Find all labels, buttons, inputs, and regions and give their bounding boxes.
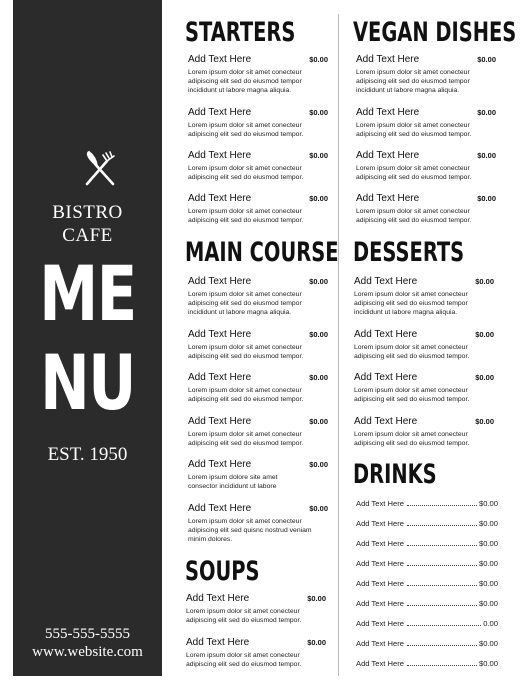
- drink-name: Add Text Here: [356, 499, 404, 508]
- menu-item: [188, 54, 328, 95]
- drink-name: Add Text Here: [356, 619, 404, 628]
- item-price: $0.00: [309, 55, 328, 64]
- drink-row: [356, 596, 498, 608]
- drinks-heading: DRINKS: [353, 459, 437, 490]
- drink-price: $0.00: [478, 579, 498, 588]
- drink-row: [356, 536, 498, 548]
- drink-row: [356, 516, 498, 528]
- menu-item: [356, 107, 496, 139]
- item-description: Lorem ipsum dolor sit amet conecteur adipiscing elit sed do eiusmod tempor.: [354, 431, 470, 447]
- item-name: Add Text Here: [188, 193, 252, 204]
- item-name: Add Text Here: [354, 276, 418, 287]
- drink-price: $0.00: [478, 519, 498, 528]
- item-price: $0.00: [477, 151, 496, 160]
- item-name: Add Text Here: [356, 107, 420, 118]
- item-description: Lorem ipsum dolore site amet consector incididunt ut labore: [188, 474, 278, 490]
- menu-item: [188, 150, 328, 182]
- menu-item: [188, 276, 328, 317]
- item-price: $0.00: [309, 460, 328, 469]
- menu-item: [186, 593, 326, 625]
- drink-row: [356, 496, 498, 508]
- item-price: $0.00: [309, 108, 328, 117]
- menu-item: [186, 637, 326, 669]
- menu-item: [354, 372, 494, 404]
- item-name: Add Text Here: [354, 329, 418, 340]
- brand-line-2: CAFE: [62, 225, 113, 246]
- sidebar-panel: [13, 0, 162, 676]
- item-description: Lorem ipsum dolor sit amet conecteur adipiscing elit sed do eiusmod tempor.: [186, 652, 302, 668]
- item-name: Add Text Here: [188, 276, 252, 287]
- vegan-dishes-heading: VEGAN DISHES: [353, 17, 517, 48]
- dot-leader: [407, 565, 477, 566]
- menu-item: [356, 150, 496, 182]
- dot-leader: [407, 625, 481, 626]
- phone-number: 555-555-5555: [45, 626, 130, 642]
- soups-heading: SOUPS: [185, 556, 260, 587]
- drink-name: Add Text Here: [356, 639, 404, 648]
- item-name: Add Text Here: [356, 150, 420, 161]
- item-description: Lorem ipsum dolor sit amet conecteur adipiscing elit sed do eiusmod tempor.: [356, 165, 472, 181]
- established-year: EST. 1950: [47, 444, 128, 465]
- item-description: Lorem ipsum dolor sit amet conecteur adipiscing elit sed do eiusmod tempor.: [354, 344, 470, 360]
- menu-item: [188, 193, 328, 225]
- menu-title-bottom: NU: [40, 338, 135, 427]
- menu-item: [188, 329, 328, 361]
- drink-row: [356, 616, 498, 628]
- item-price: $0.00: [307, 594, 326, 603]
- item-price: $0.00: [475, 373, 494, 382]
- item-description: Lorem ipsum dolor sit amet conecteur adipiscing elit sed do eiusmod tempor.: [188, 387, 304, 403]
- drink-price: $0.00: [478, 639, 498, 648]
- drink-price: $0.00: [478, 499, 498, 508]
- website-url: www.website.com: [32, 644, 143, 660]
- item-name: Add Text Here: [188, 372, 252, 383]
- drink-name: Add Text Here: [356, 559, 404, 568]
- item-description: Lorem ipsum dolor sit amet conecteur adipiscing elit sed do eiusmod tempor incididunt ut labore magna aliquia.: [188, 291, 302, 316]
- starters-heading: STARTERS: [185, 17, 296, 48]
- drink-price: $0.00: [478, 539, 498, 548]
- item-name: Add Text Here: [186, 593, 250, 604]
- drink-row: [356, 656, 498, 668]
- column-divider: [338, 14, 339, 676]
- menu-item: [354, 329, 494, 361]
- item-description: Lorem ipsum dolor sit amet conecteur adipiscing elit sed do eiusmod tempor incididunt ut labore magna aliquia.: [354, 291, 468, 316]
- item-price: $0.00: [309, 277, 328, 286]
- brand-line-1: BISTRO: [52, 202, 123, 223]
- item-price: $0.00: [309, 417, 328, 426]
- item-name: Add Text Here: [188, 329, 252, 340]
- item-price: $0.00: [477, 55, 496, 64]
- desserts-heading: DESSERTS: [353, 237, 465, 268]
- fork-knife-icon: [81, 150, 119, 188]
- item-name: Add Text Here: [188, 107, 252, 118]
- menu-item: [188, 503, 328, 544]
- dot-leader: [407, 645, 477, 646]
- item-description: Lorem ipsum dolor sit amet conecteur adipiscing elit sed do eiusmod tempor incididunt ut labore magna aliquia.: [356, 69, 470, 94]
- item-price: $0.00: [475, 330, 494, 339]
- drink-name: Add Text Here: [356, 579, 404, 588]
- item-price: $0.00: [309, 504, 328, 513]
- item-description: Lorem ipsum dolor sit amet conecteur adipiscing elit sed do eiusmod tempor.: [188, 208, 304, 224]
- menu-item: [356, 193, 496, 225]
- item-name: Add Text Here: [356, 193, 420, 204]
- drink-name: Add Text Here: [356, 599, 404, 608]
- item-description: Lorem ipsum dolor sit amet conecteur adipiscing elit sed do eiusmod tempor.: [354, 387, 470, 403]
- item-name: Add Text Here: [188, 459, 252, 470]
- drink-name: Add Text Here: [356, 539, 404, 548]
- dot-leader: [407, 505, 477, 506]
- drink-price: $0.00: [478, 599, 498, 608]
- item-name: Add Text Here: [186, 637, 250, 648]
- item-price: $0.00: [309, 330, 328, 339]
- item-description: Lorem ipsum dolor sit amet conecteur adipiscing elit sed do eiusmod tempor.: [186, 608, 302, 624]
- menu-item: [188, 372, 328, 404]
- item-price: $0.00: [309, 373, 328, 382]
- item-description: Lorem ipsum dolor sit amet conecteur adipiscing elit sed do eiusmod tempor.: [188, 165, 304, 181]
- drink-name: Add Text Here: [356, 659, 404, 668]
- dot-leader: [407, 545, 477, 546]
- menu-item: [188, 107, 328, 139]
- menu-item: [356, 54, 496, 95]
- item-name: Add Text Here: [354, 416, 418, 427]
- item-price: $0.00: [475, 417, 494, 426]
- drink-price: $0.00: [478, 659, 498, 668]
- item-price: $0.00: [477, 108, 496, 117]
- dot-leader: [407, 525, 477, 526]
- item-price: $0.00: [309, 194, 328, 203]
- item-name: Add Text Here: [354, 372, 418, 383]
- main-course-heading: MAIN COURSE: [185, 237, 339, 268]
- drink-row: [356, 556, 498, 568]
- drink-price: $0.00: [478, 559, 498, 568]
- drink-name: Add Text Here: [356, 519, 404, 528]
- item-description: Lorem ipsum dolor sit amet conecteur adipiscing elit sed do eiusmod tempor.: [188, 122, 304, 138]
- menu-item: [188, 416, 328, 448]
- item-price: $0.00: [475, 277, 494, 286]
- dot-leader: [407, 665, 477, 666]
- item-price: $0.00: [307, 638, 326, 647]
- item-name: Add Text Here: [188, 150, 252, 161]
- item-name: Add Text Here: [356, 54, 420, 65]
- item-description: Lorem ipsum dolor sit amet conecteur adipiscing elit sed do eiusmod tempor.: [188, 344, 304, 360]
- menu-item: [354, 276, 494, 317]
- item-description: Lorem ipsum dolor sit amet conecteur adipiscing elit sed do eiusmod tempor incididunt ut labore magna aliquia.: [188, 69, 302, 94]
- item-name: Add Text Here: [188, 54, 252, 65]
- item-description: Lorem ipsum dolor sit amet conecteur adipiscing elit sed quisnc nostrud veniam minim dolores.: [188, 518, 312, 543]
- drink-price: 0.00: [483, 619, 498, 628]
- drink-row: [356, 576, 498, 588]
- item-name: Add Text Here: [188, 416, 252, 427]
- item-price: $0.00: [477, 194, 496, 203]
- drink-row: [356, 636, 498, 648]
- dot-leader: [407, 585, 477, 586]
- menu-title-top: ME: [39, 249, 136, 338]
- dot-leader: [407, 605, 477, 606]
- item-name: Add Text Here: [188, 503, 252, 514]
- item-price: $0.00: [309, 151, 328, 160]
- item-description: Lorem ipsum dolor sit amet conecteur adipiscing elit sed do eiusmod tempor.: [356, 208, 472, 224]
- menu-item: [188, 459, 328, 491]
- item-description: Lorem ipsum dolor sit amet conecteur adipiscing elit sed do eiusmod tempor.: [188, 431, 304, 447]
- menu-item: [354, 416, 494, 448]
- item-description: Lorem ipsum dolor sit amet conecteur adipiscing elit sed do eiusmod tempor.: [356, 122, 472, 138]
